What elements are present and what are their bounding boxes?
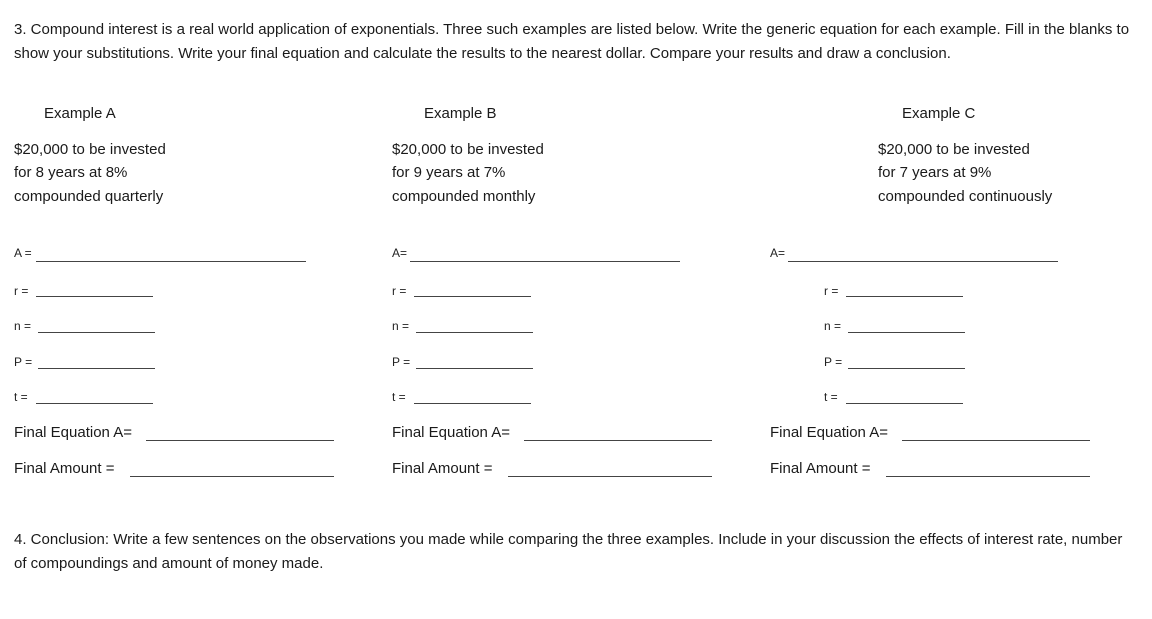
example-a-final-amount-blank[interactable] [130,476,334,477]
example-b-r-blank[interactable] [414,296,531,297]
example-c-final-amount-label: Final Amount = [770,460,871,477]
example-b-line-1: $20,000 to be invested [392,141,544,158]
example-a-t-label: t = [14,390,28,404]
example-c-p-blank[interactable] [848,368,965,369]
question-3-text: 3. Compound interest is a real world application of exponentials. Three such examples are listed below. Write the generic equation for each example. Fill in the blanks to show your substitutions. Write your final equation and calculate the results to the nearest dollar. Compare your results and draw a conclusion. [14,21,1130,62]
example-a-line-2: for 8 years at 8% [14,164,128,181]
example-c-r-label: r = [824,284,839,298]
example-c-a-blank[interactable] [788,261,1058,262]
example-c-t-blank[interactable] [846,403,963,404]
example-a-r-label: r = [14,284,29,298]
example-b-n-blank[interactable] [416,332,533,333]
example-b-p-label: P = [392,355,411,369]
example-a-p-blank[interactable] [38,368,155,369]
example-a-final-equation-label: Final Equation A= [14,424,133,441]
example-c-p-label: P = [824,355,843,369]
example-a-r-blank[interactable] [36,296,153,297]
example-c-line-1: $20,000 to be invested [878,141,1030,158]
example-b-line-2: for 9 years at 7% [392,164,506,181]
example-b-a-label: A= [392,246,408,260]
example-a-n-blank[interactable] [38,332,155,333]
example-c-final-equation-blank[interactable] [902,440,1090,441]
example-b-final-amount-label: Final Amount = [392,460,493,477]
example-a-a-blank[interactable] [36,261,306,262]
example-b-p-blank[interactable] [416,368,533,369]
example-c-n-blank[interactable] [848,332,965,333]
example-b-final-amount-blank[interactable] [508,476,712,477]
example-a-t-blank[interactable] [36,403,153,404]
example-c-n-label: n = [824,319,842,333]
example-a-final-amount-label: Final Amount = [14,460,115,477]
example-b-t-blank[interactable] [414,403,531,404]
question-4-text: 4. Conclusion: Write a few sentences on the observations you made while comparing the three examples. Include in your discussion the effects of interest rate, number of compoundings and amount of money made. [14,531,1123,572]
example-c-a-label: A= [770,246,786,260]
example-c-r-blank[interactable] [846,296,963,297]
example-b-heading: Example B [424,105,497,122]
example-c-line-2: for 7 years at 9% [878,164,992,181]
example-c-line-3: compounded continuously [878,188,1053,205]
example-c-heading: Example C [902,105,976,122]
example-b-final-equation-blank[interactable] [524,440,712,441]
example-a-line-3: compounded quarterly [14,188,164,205]
example-c-final-amount-blank[interactable] [886,476,1090,477]
example-a-heading: Example A [44,105,116,122]
example-a-final-equation-blank[interactable] [146,440,334,441]
example-a-a-label: A = [14,246,32,260]
example-b-line-3: compounded monthly [392,188,536,205]
example-a-line-1: $20,000 to be invested [14,141,166,158]
example-a-n-label: n = [14,319,32,333]
example-c-t-label: t = [824,390,838,404]
example-a-p-label: P = [14,355,33,369]
example-c-final-equation-label: Final Equation A= [770,424,889,441]
example-b-r-label: r = [392,284,407,298]
example-b-t-label: t = [392,390,406,404]
example-b-a-blank[interactable] [410,261,680,262]
example-b-n-label: n = [392,319,410,333]
example-b-final-equation-label: Final Equation A= [392,424,511,441]
